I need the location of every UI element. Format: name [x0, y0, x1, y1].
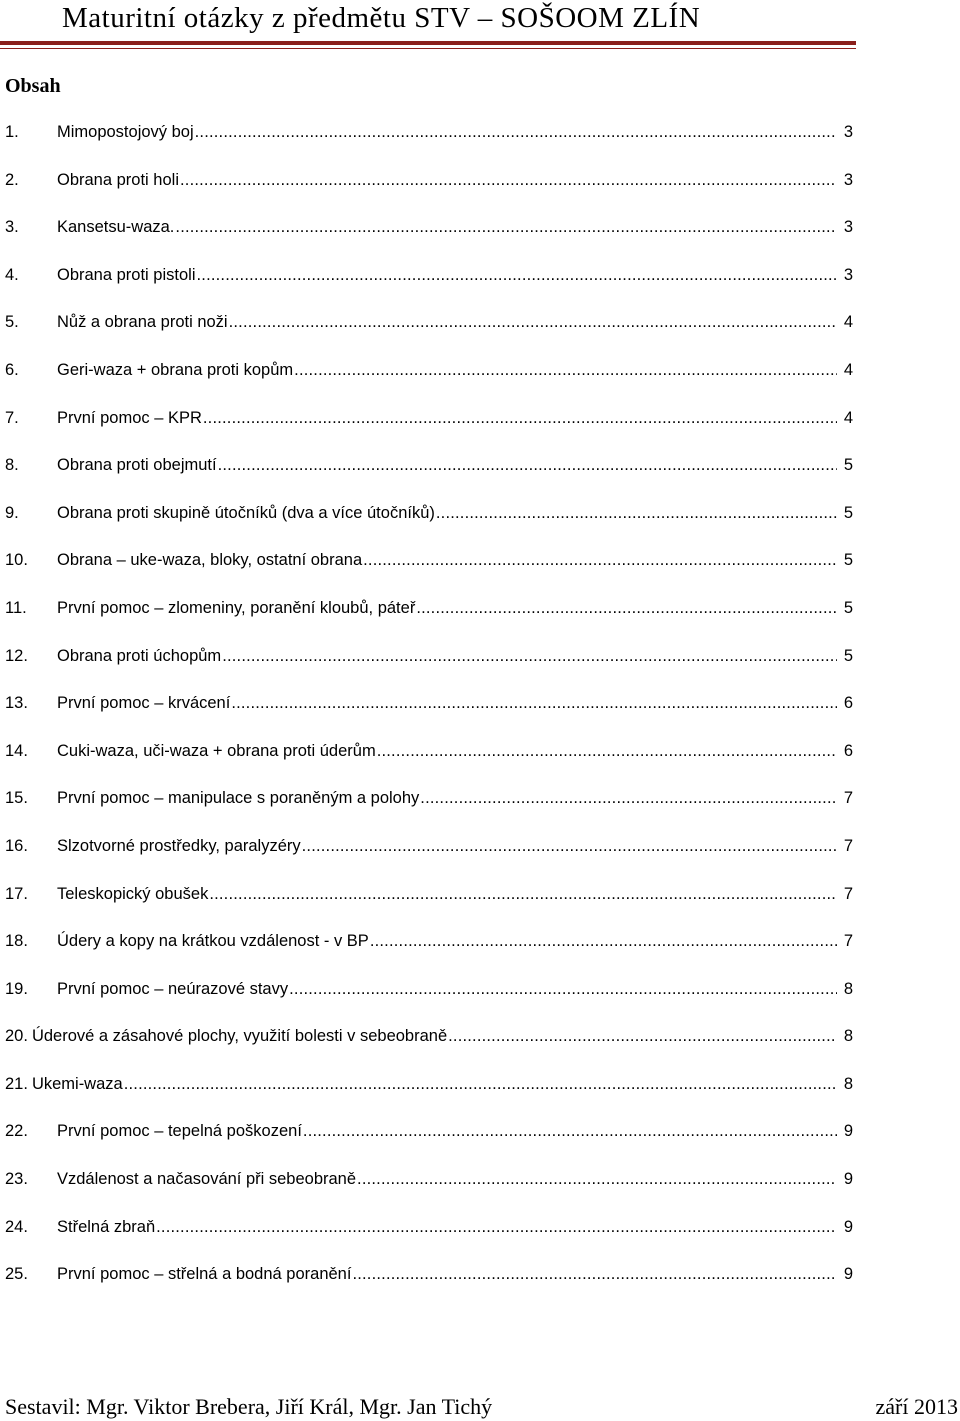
toc-dot-leader [124, 1071, 837, 1097]
toc-entry-number: 13. [5, 694, 28, 713]
toc-dot-leader [195, 119, 837, 145]
toc-entry-number: 17. [5, 884, 28, 903]
toc-dot-leader [357, 1166, 837, 1192]
toc-entry-title: Slzotvorné prostředky, paralyzéry [57, 836, 301, 855]
toc-dot-leader [209, 881, 837, 907]
table-of-contents [5, 119, 853, 1309]
toc-entry-title: První pomoc – neúrazové stavy [57, 979, 289, 998]
toc-entry-page: 4 [843, 408, 853, 427]
toc-entry-title: Obrana proti skupině útočníků (dva a více útočníků) [57, 503, 435, 522]
toc-entry-number: 11. [5, 598, 27, 617]
toc-entry-page: 9 [843, 1122, 853, 1141]
toc-entry[interactable] [5, 738, 853, 786]
toc-dot-leader [436, 500, 837, 526]
toc-dot-leader [416, 595, 837, 621]
toc-dot-leader [156, 1214, 837, 1240]
toc-entry[interactable] [5, 881, 853, 929]
toc-entry-page: 7 [843, 932, 853, 951]
toc-entry[interactable] [5, 167, 853, 215]
toc-entry[interactable] [5, 833, 853, 881]
toc-entry-title: Úderové a zásahové plochy, využití bolesti v sebeobraně [31, 1027, 448, 1046]
toc-dot-leader [370, 928, 837, 954]
toc-dot-leader [231, 690, 837, 716]
toc-entry-number: 24. [5, 1217, 28, 1236]
toc-entry-page: 5 [843, 551, 853, 570]
toc-entry-title: Střelná zbraň [57, 1217, 156, 1236]
toc-entry[interactable] [5, 405, 853, 453]
toc-entry-title: Ukemi-waza [31, 1074, 123, 1093]
toc-entry[interactable] [5, 262, 853, 310]
toc-entry-number: 12. [5, 646, 28, 665]
toc-dot-leader [218, 452, 837, 478]
toc-entry[interactable] [5, 119, 853, 167]
toc-entry-title: První pomoc – KPR [57, 408, 202, 427]
toc-entry[interactable] [5, 1118, 853, 1166]
toc-dot-leader [363, 547, 837, 573]
toc-entry-title: První pomoc – střelná a bodná poranění [57, 1265, 352, 1284]
toc-entry-number: 3. [5, 218, 19, 237]
toc-dot-leader [197, 262, 838, 288]
toc-entry-page: 3 [843, 123, 853, 141]
toc-entry[interactable] [5, 452, 853, 500]
toc-entry[interactable] [5, 214, 853, 262]
toc-entry-number: 1. [5, 123, 19, 141]
toc-entry-title: První pomoc – manipulace s poraněným a polohy [57, 789, 420, 808]
toc-entry-page: 5 [843, 646, 853, 665]
toc-entry[interactable] [5, 928, 853, 976]
toc-dot-leader [222, 643, 837, 669]
toc-entry-number: 25. [5, 1265, 28, 1284]
toc-entry-title: Geri-waza + obrana proti kopům [57, 360, 294, 379]
toc-entry-title: Obrana – uke-waza, bloky, ostatní obrana [57, 551, 363, 570]
toc-dot-leader [420, 785, 837, 811]
footer-authors: Sestavil: Mgr. Viktor Brebera, Jiří Král, Mgr. Jan Tichý [5, 1394, 493, 1419]
toc-dot-leader [448, 1023, 837, 1049]
toc-entry-number: 4. [5, 265, 19, 284]
toc-entry-page: 9 [843, 1170, 853, 1189]
toc-entry-page: 8 [843, 1074, 853, 1093]
document-title: Maturitní otázky z předmětu STV – SOŠOOM ZLÍN [62, 2, 701, 34]
toc-entry-title: Kansetsu-waza. [57, 218, 175, 237]
toc-entry[interactable] [5, 1261, 853, 1309]
toc-entry-number: 22. [5, 1122, 28, 1141]
toc-dot-leader [294, 357, 837, 383]
toc-entry-page: 8 [843, 1027, 853, 1046]
toc-entry-number: 7. [5, 408, 19, 427]
toc-entry-number: 18. [5, 932, 28, 951]
toc-entry[interactable] [5, 643, 853, 691]
toc-heading: Obsah [5, 75, 61, 97]
toc-entry[interactable] [5, 1023, 853, 1071]
toc-entry-page: 9 [843, 1217, 853, 1236]
toc-entry[interactable] [5, 595, 853, 643]
toc-entry[interactable] [5, 785, 853, 833]
toc-entry-title: Údery a kopy na krátkou vzdálenost - v BP [57, 932, 369, 951]
toc-entry-number: 20. [5, 1027, 28, 1046]
toc-entry-number: 2. [5, 170, 19, 189]
toc-entry-number: 14. [5, 741, 28, 760]
toc-dot-leader [180, 167, 837, 193]
toc-entry-number: 8. [5, 456, 19, 475]
toc-entry-number: 23. [5, 1170, 28, 1189]
toc-entry-number: 15. [5, 789, 28, 808]
toc-entry-number: 6. [5, 360, 19, 379]
toc-entry-title: Nůž a obrana proti noži [57, 313, 228, 332]
toc-entry-page: 8 [843, 979, 853, 998]
toc-entry[interactable] [5, 309, 853, 357]
toc-entry-title: První pomoc – krvácení [57, 694, 231, 713]
toc-entry-page: 7 [843, 884, 853, 903]
toc-entry[interactable] [5, 976, 853, 1024]
toc-entry[interactable] [5, 690, 853, 738]
toc-entry-number: 19. [5, 979, 28, 998]
toc-entry-page: 3 [843, 218, 853, 237]
toc-dot-leader [352, 1261, 837, 1287]
toc-dot-leader [377, 738, 837, 764]
toc-entry[interactable] [5, 547, 853, 595]
toc-entry-title: Obrana proti obejmutí [57, 456, 217, 475]
toc-entry-title: Obrana proti holi [57, 170, 179, 189]
toc-entry-page: 4 [843, 313, 853, 332]
toc-dot-leader [229, 309, 837, 335]
toc-entry-page: 6 [843, 694, 853, 713]
toc-entry-page: 3 [843, 170, 853, 189]
toc-entry-page: 4 [843, 360, 853, 379]
toc-entry-title: Obrana proti pistoli [57, 265, 196, 284]
header-rule-thin [0, 48, 856, 49]
toc-entry-page: 3 [843, 265, 853, 284]
toc-entry-number: 9. [5, 503, 19, 522]
toc-entry[interactable] [5, 1166, 853, 1214]
toc-entry-number: 21. [5, 1074, 28, 1093]
toc-entry-title: Vzdálenost a načasování při sebeobraně [57, 1170, 357, 1189]
toc-entry-title: Obrana proti úchopům [57, 646, 222, 665]
toc-dot-leader [175, 214, 837, 240]
toc-entry-title: Teleskopický obušek [57, 884, 209, 903]
toc-entry-page: 7 [843, 836, 853, 855]
toc-entry-title: První pomoc – zlomeniny, poranění kloubů, páteř [57, 598, 416, 617]
toc-entry-page: 5 [843, 598, 853, 617]
toc-entry-number: 10. [5, 551, 28, 570]
toc-dot-leader [302, 833, 837, 859]
toc-entry[interactable] [5, 500, 853, 548]
toc-entry-page: 7 [843, 789, 853, 808]
toc-entry-page: 5 [843, 503, 853, 522]
toc-dot-leader [303, 1118, 837, 1144]
footer-date: září 2013 [875, 1394, 958, 1419]
toc-entry-page: 5 [843, 456, 853, 475]
toc-entry-number: 16. [5, 836, 28, 855]
toc-entry-page: 6 [843, 741, 853, 760]
header-rule-thick [0, 41, 856, 45]
toc-entry-title: Mimopostojový boj [57, 123, 194, 141]
toc-entry[interactable] [5, 1071, 853, 1119]
toc-entry[interactable] [5, 1214, 853, 1262]
toc-dot-leader [203, 405, 837, 431]
toc-entry-title: Cuki-waza, uči-waza + obrana proti úderům [57, 741, 376, 760]
toc-dot-leader [289, 976, 837, 1002]
toc-entry[interactable] [5, 357, 853, 405]
toc-entry-title: První pomoc – tepelná poškození [57, 1122, 302, 1141]
toc-entry-page: 9 [843, 1265, 853, 1284]
toc-entry-number: 5. [5, 313, 19, 332]
